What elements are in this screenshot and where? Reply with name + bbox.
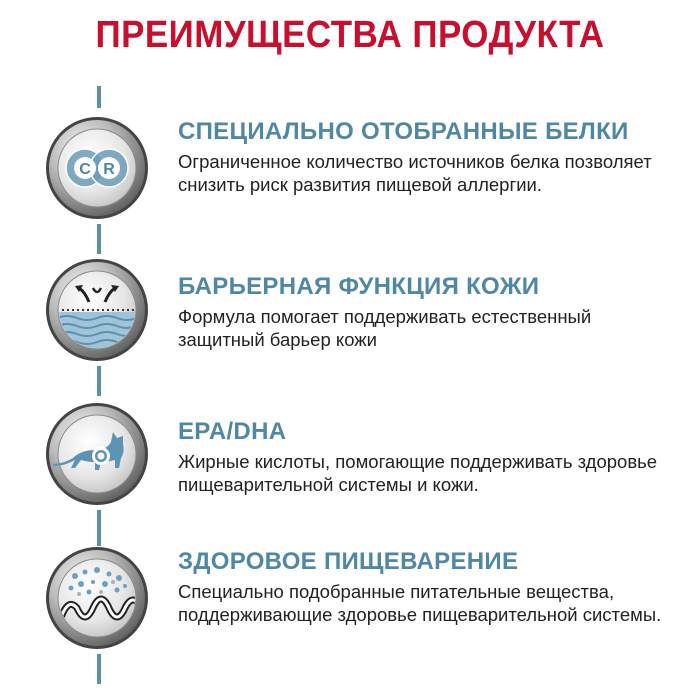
heading-skin-barrier: БАРЬЕРНАЯ ФУНКЦИЯ КОЖИ (178, 273, 540, 300)
text-digestion: Специально подобранные питательные вещества, поддерживающие здоровье пищеварительной системы. (178, 581, 662, 625)
protein-c-label: C (79, 161, 91, 178)
protein-cr-icon (45, 116, 149, 220)
heading-digestion: ЗДОРОВОЕ ПИЩЕВАРЕНИЕ (178, 548, 519, 575)
protein-r-label: R (103, 161, 115, 178)
text-epa-dha: Жирные кислоты, помогающие поддерживать здоровье пищеварительной системы и кожи. (178, 451, 658, 495)
skin-barrier-icon (45, 258, 149, 362)
text-skin-barrier: Формула помогает поддерживать естественный защитный барьер кожи (178, 306, 592, 350)
digestion-icon (45, 546, 149, 650)
heading-epa-dha: EPA/DHA (178, 418, 287, 445)
text-proteins: Ограниченное количество источников белка позволяет снизить риск развития пищевой аллергии. (178, 151, 652, 195)
heading-proteins: СПЕЦИАЛЬНО ОТОБРАННЫЕ БЕЛКИ (178, 118, 629, 145)
page-title: ПРЕИМУЩЕСТВА ПРОДУКТА (95, 14, 605, 56)
cat-icon (45, 402, 149, 506)
